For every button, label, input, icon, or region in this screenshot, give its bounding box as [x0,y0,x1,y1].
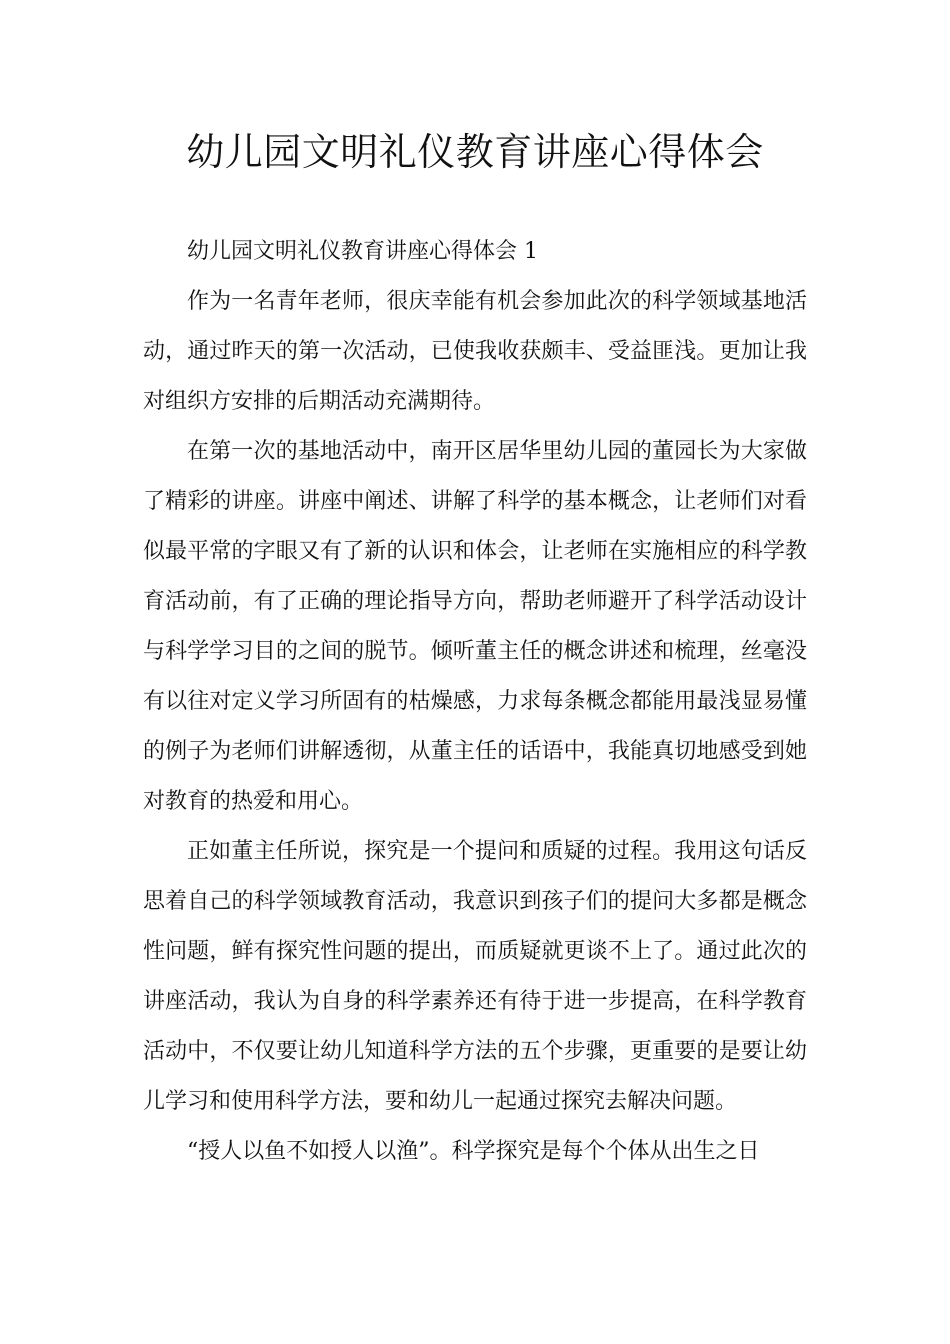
paragraph-1: 作为一名青年老师，很庆幸能有机会参加此次的科学领域基地活动，通过昨天的第一次活动，已使我收获颇丰、受益匪浅。更加让我对组织方安排的后期活动充满期待。 [143,289,807,414]
section-heading: 幼儿园文明礼仪教育讲座心得体会 1 [187,239,538,264]
paragraph-4: “授人以鱼不如授人以渔”。科学探究是每个个体从出生之日 [187,1139,760,1164]
paragraph-3: 正如董主任所说，探究是一个提问和质疑的过程。我用这句话反思着自己的科学领域教育活动，我意识到孩子们的提问大多都是概念性问题，鲜有探究性问题的提出，而质疑就更谈不上了。通过此次的讲座活动，我认为自身的科学素养还有待于进一步提高，在科学教育活动中，不仅要让幼儿知道科学方法的五个步骤，更重要的是要让幼儿学习和使用科学方法，要和幼儿一起通过探究去解决问题。 [143,839,807,1114]
document-body [143,227,807,1177]
document-title: 幼儿园文明礼仪教育讲座心得体会 [186,130,764,174]
paragraph-2: 在第一次的基地活动中，南开区居华里幼儿园的董园长为大家做了精彩的讲座。讲座中阐述、讲解了科学的基本概念，让老师们对看似最平常的字眼又有了新的认识和体会，让老师在实施相应的科学教育活动前，有了正确的理论指导方向，帮助老师避开了科学活动设计与科学学习目的之间的脱节。倾听董主任的概念讲述和梳理，丝毫没有以往对定义学习所固有的枯燥感，力求每条概念都能用最浅显易懂的例子为老师们讲解透彻，从董主任的话语中，我能真切地感受到她对教育的热爱和用心。 [143,439,807,814]
